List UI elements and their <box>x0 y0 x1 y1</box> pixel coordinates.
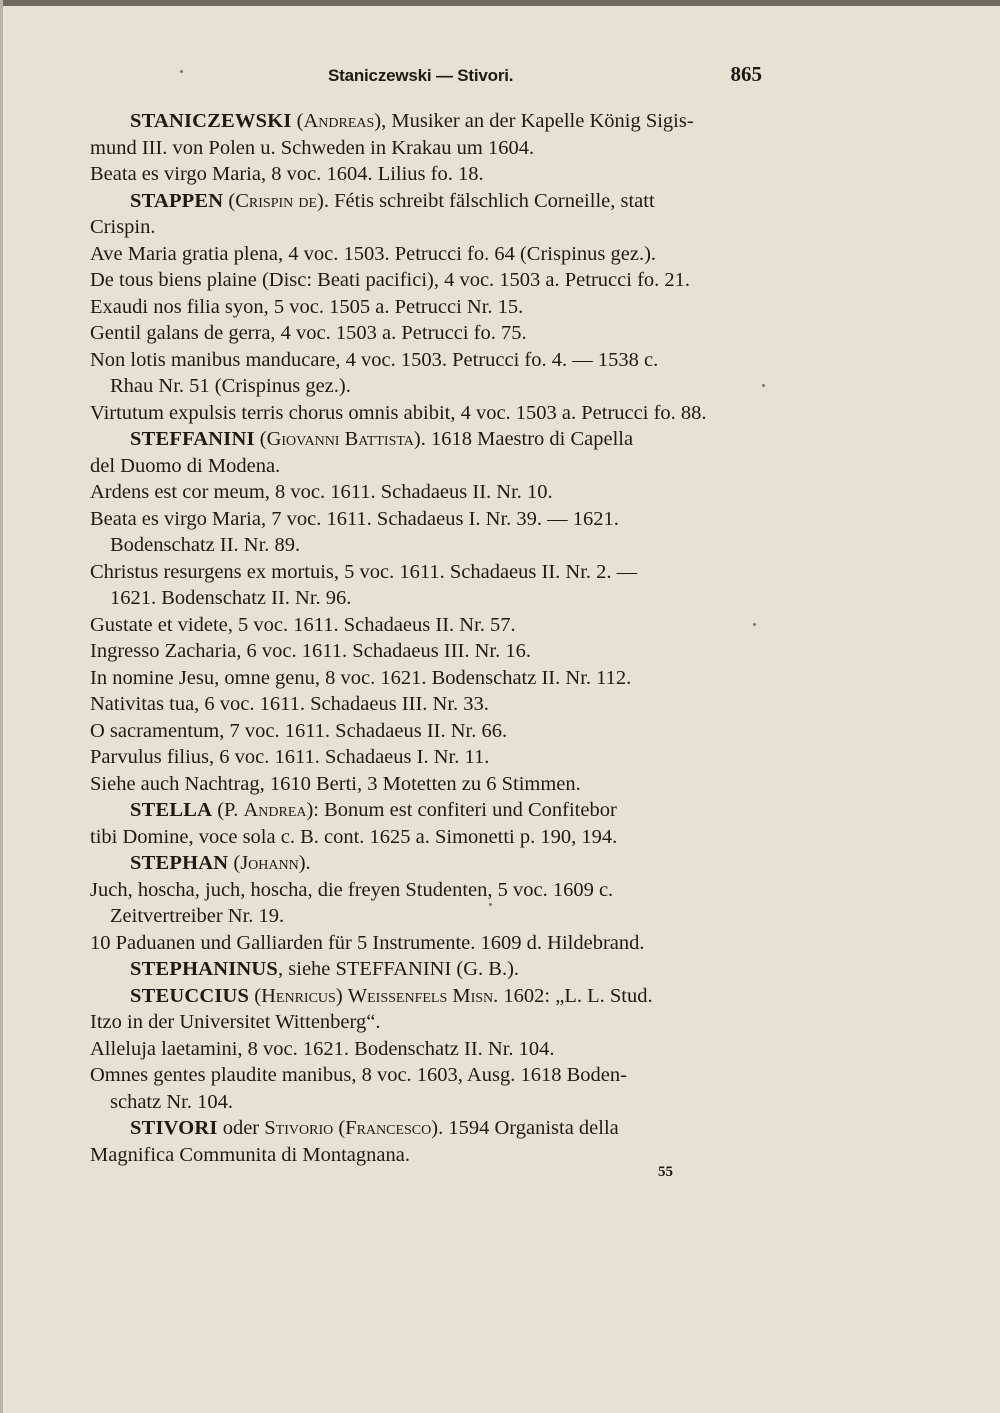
line-text: ): Bonum est confiteri und Confitebor <box>306 799 617 821</box>
line-text: In nomine Jesu, omne genu, 8 voc. 1621. Bodenschatz II. Nr. 112. <box>90 666 632 689</box>
page-number: 865 <box>730 62 762 86</box>
text-line <box>90 691 766 718</box>
text-line <box>90 638 766 665</box>
text-line <box>90 612 766 639</box>
line-text: ( <box>223 189 236 212</box>
line-text: Juch, hoscha, juch, hoscha, die freyen Studenten, 5 voc. 1609 c. <box>90 878 614 901</box>
entry-name: STEPHANINUS <box>130 958 279 980</box>
line-text: , siehe STEFFANINI (G. B.). <box>278 958 520 980</box>
entry-name: STAPPEN <box>130 189 224 212</box>
text-line <box>90 665 766 692</box>
entry-name: STANICZEWSKI <box>130 110 292 132</box>
entry-name: STEFFANINI <box>130 428 255 450</box>
line-text: ). <box>298 852 311 874</box>
line-text: Gentil galans de gerra, 4 voc. 1503 a. Petrucci fo. 75. <box>90 322 527 344</box>
line-text: del Duomo di Modena. <box>90 454 281 477</box>
line-text: Ardens est cor meum, 8 voc. 1611. Schadaeus II. Nr. 10. <box>90 481 553 503</box>
text-line <box>90 108 766 135</box>
text-line <box>90 373 766 400</box>
line-text: ( <box>291 110 304 132</box>
line-text: ). Fétis schreibt fälschlich Corneille, statt <box>317 189 655 212</box>
line-text: Omnes gentes plaudite manibus, 8 voc. 1603, Ausg. 1618 Boden- <box>90 1064 627 1086</box>
small-caps-text: Andrea <box>243 799 307 821</box>
line-text: ( <box>228 852 241 874</box>
text-line <box>90 1062 766 1089</box>
small-caps-text: Stivorio <box>264 1117 334 1139</box>
line-text: Non lotis manibus manducare, 4 voc. 1503. Petrucci fo. 4. — 1538 c. <box>90 348 659 371</box>
line-text: Crispin. <box>90 216 156 238</box>
text-line <box>90 161 766 188</box>
entry-name: STEUCCIUS <box>130 984 250 1007</box>
page-left-edge <box>0 0 3 1413</box>
line-text: Ingresso Zacharia, 6 voc. 1611. Schadaeus III. Nr. 16. <box>90 640 531 662</box>
page-body <box>90 108 766 1168</box>
text-line <box>90 877 766 904</box>
small-caps-text: Crispin de <box>235 189 318 212</box>
line-text: O sacramentum, 7 voc. 1611. Schadaeus II. Nr. 66. <box>90 719 508 742</box>
line-text: Nativitas tua, 6 voc. 1611. Schadaeus III. Nr. 33. <box>90 693 489 715</box>
line-text: Beata es virgo Maria, 8 voc. 1604. Lilius fo. 18. <box>90 163 484 185</box>
entry-name: STIVORI <box>130 1117 218 1139</box>
text-line <box>90 983 766 1010</box>
text-line <box>90 1115 766 1142</box>
text-line <box>90 188 766 215</box>
running-head: Staniczewski — Stivori. <box>328 66 514 85</box>
entry-name: STEPHAN <box>130 852 229 874</box>
text-line <box>90 824 766 851</box>
line-text: ), Musiker an der Kapelle König Sigis- <box>374 110 694 132</box>
line-text: Zeitvertreiber Nr. 19. <box>110 905 285 927</box>
paper-speck <box>753 623 756 626</box>
text-line <box>90 850 766 877</box>
line-text: Itzo in der Universitet Wittenberg“. <box>90 1011 381 1033</box>
paper-speck <box>180 70 183 73</box>
line-text: Christus resurgens ex mortuis, 5 voc. 1611. Schadaeus II. Nr. 2. — <box>90 560 638 583</box>
line-text: Gustate et videte, 5 voc. 1611. Schadaeus II. Nr. 57. <box>90 613 516 636</box>
line-text: ( <box>254 428 267 450</box>
text-line <box>90 585 766 612</box>
text-line <box>90 453 766 480</box>
line-text: Bodenschatz II. Nr. 89. <box>110 534 301 556</box>
text-line <box>90 1089 766 1116</box>
line-text: 10 Paduanen und Galliarden für 5 Instrumente. 1609 d. Hildebrand. <box>90 931 645 954</box>
small-caps-text: Giovanni Battista <box>266 428 414 450</box>
line-text: Virtutum expulsis terris chorus omnis abibit, 4 voc. 1503 a. Petrucci fo. 88. <box>90 401 707 424</box>
line-text: De tous biens plaine (Disc: Beati pacifici), 4 voc. 1503 a. Petrucci fo. 21. <box>90 269 691 291</box>
line-text: Parvulus filius, 6 voc. 1611. Schadaeus I. Nr. 11. <box>90 746 490 768</box>
text-line <box>90 744 766 771</box>
text-line <box>90 320 766 347</box>
small-caps-text: Francesco <box>345 1117 432 1139</box>
line-text: 1621. Bodenschatz II. Nr. 96. <box>110 587 352 609</box>
line-text: mund III. von Polen u. Schweden in Krakau um 1604. <box>90 136 535 159</box>
line-text: ). 1618 Maestro di Capella <box>413 428 634 450</box>
line-text: . 1602: „L. L. Stud. <box>493 984 653 1007</box>
small-caps-text: Henricus <box>261 984 336 1007</box>
line-text: Beata es virgo Maria, 7 voc. 1611. Schadaeus I. Nr. 39. — 1621. <box>90 507 619 530</box>
signature-mark: 55 <box>658 1164 673 1180</box>
text-line <box>90 479 766 506</box>
text-line <box>90 347 766 374</box>
text-line <box>90 1036 766 1063</box>
page-top-edge <box>0 0 1000 6</box>
text-line <box>90 532 766 559</box>
text-line <box>90 135 766 162</box>
text-line <box>90 1009 766 1036</box>
line-text: Exaudi nos filia syon, 5 voc. 1505 a. Petrucci Nr. 15. <box>90 295 524 318</box>
text-line <box>90 903 766 930</box>
text-line <box>90 771 766 798</box>
paper-speck <box>489 903 492 906</box>
paper-speck <box>762 384 765 387</box>
line-text: Magnifica Communita di Montagnana. <box>90 1143 410 1166</box>
small-caps-text: Andreas <box>303 110 375 132</box>
line-text: ). 1594 Organista della <box>431 1117 619 1139</box>
text-line <box>90 241 766 268</box>
text-line <box>90 797 766 824</box>
page-header <box>0 62 1000 92</box>
line-text: oder <box>217 1117 265 1139</box>
text-line <box>90 559 766 586</box>
line-text: ( <box>333 1117 346 1139</box>
text-line <box>90 400 766 427</box>
text-line <box>90 294 766 321</box>
text-line <box>90 956 766 983</box>
entry-name: STELLA <box>130 799 213 821</box>
line-text: ( <box>249 984 262 1007</box>
text-line <box>90 426 766 453</box>
line-text: (P. <box>212 799 244 821</box>
text-line <box>90 214 766 241</box>
line-text: Ave Maria gratia plena, 4 voc. 1503. Petrucci fo. 64 (Crispinus gez.). <box>90 242 657 265</box>
line-text: ) <box>335 984 348 1007</box>
text-line <box>90 506 766 533</box>
text-line <box>90 267 766 294</box>
text-line <box>90 718 766 745</box>
line-text: schatz Nr. 104. <box>110 1090 233 1113</box>
line-text: tibi Domine, voce sola c. B. cont. 1625 a. Simonetti p. 190, 194. <box>90 825 618 848</box>
line-text: Siehe auch Nachtrag, 1610 Berti, 3 Motetten zu 6 Stimmen. <box>90 772 581 795</box>
line-text: Alleluja laetamini, 8 voc. 1621. Bodenschatz II. Nr. 104. <box>90 1037 555 1060</box>
text-line <box>90 930 766 957</box>
small-caps-text: Weissenfels Misn <box>347 984 494 1007</box>
small-caps-text: Johann <box>240 852 299 874</box>
line-text: Rhau Nr. 51 (Crispinus gez.). <box>110 375 351 397</box>
